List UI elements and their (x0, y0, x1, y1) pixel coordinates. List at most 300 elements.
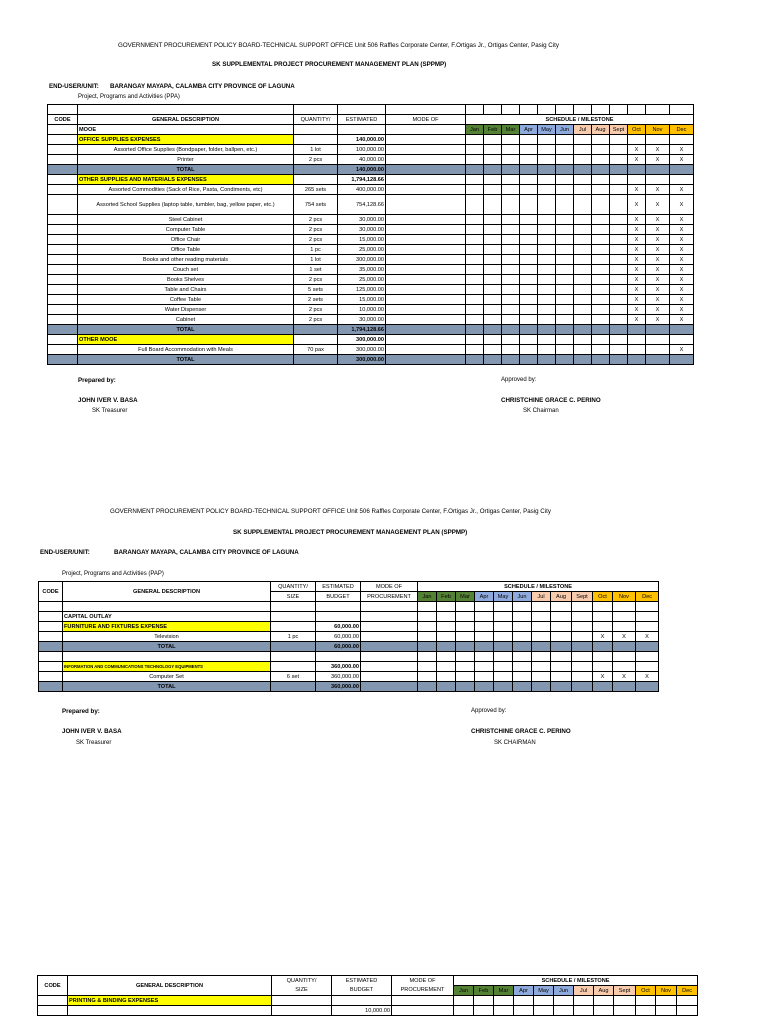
item-budget: 300,000.00 (338, 345, 386, 355)
code-cell (48, 185, 78, 195)
code-cell (48, 195, 78, 215)
table-row (48, 335, 694, 345)
schedule-mark (466, 345, 484, 355)
table-row (39, 632, 659, 642)
schedule-mark (593, 612, 613, 622)
schedule-mark (437, 622, 456, 632)
month-header-aug: Aug (594, 986, 614, 996)
schedule-mark (538, 225, 556, 235)
schedule-cell (494, 682, 513, 692)
schedule-mark (437, 632, 456, 642)
schedule-mark: X (628, 215, 646, 225)
schedule-mark (520, 295, 538, 305)
doc1-title: SK SUPPLEMENTAL PROJECT PROCUREMENT MANAGEMENT PLAN (SPPMP) (212, 61, 447, 68)
item-budget (316, 652, 361, 662)
doc2-end-user-value: BARANGAY MAYAPA, CALAMBA CITY PROVINCE OF LAGUNA (114, 549, 299, 556)
schedule-mark (538, 215, 556, 225)
schedule-cell (574, 325, 592, 335)
schedule-mark (484, 135, 502, 145)
schedule-cell (456, 682, 475, 692)
mode-cell (386, 265, 466, 275)
code-cell (39, 642, 63, 652)
month-header-oct: Oct (636, 986, 656, 996)
code-cell (39, 622, 63, 632)
schedule-mark (592, 135, 610, 145)
month-header-may: May (494, 592, 513, 602)
doc2-approver-name: CHRISTCHINE GRACE C. PERINO (471, 728, 571, 735)
item-quantity: 2 pcs (294, 225, 338, 235)
schedule-mark: X (593, 672, 613, 682)
schedule-mark (538, 195, 556, 215)
schedule-mark (592, 185, 610, 195)
mode-cell (386, 185, 466, 195)
schedule-mark (520, 285, 538, 295)
schedule-mark (466, 245, 484, 255)
doc1-preparer-title: SK Treasurer (92, 408, 128, 414)
doc2-header-row (39, 582, 659, 592)
table-row (48, 285, 694, 295)
code-cell (48, 235, 78, 245)
month-header-nov: Nov (656, 986, 677, 996)
doc3-est-header: ESTIMATED (332, 976, 392, 986)
schedule-mark (466, 195, 484, 215)
table-row (48, 325, 694, 335)
item-budget: 1,794,128.66 (338, 175, 386, 185)
schedule-mark: X (646, 285, 670, 295)
table-row (48, 305, 694, 315)
schedule-mark (613, 602, 636, 612)
schedule-cell (466, 165, 484, 175)
month-header-nov: Nov (646, 125, 670, 135)
schedule-mark: X (670, 155, 694, 165)
schedule-mark (466, 175, 484, 185)
schedule-mark (418, 622, 437, 632)
schedule-mark (466, 275, 484, 285)
mode-cell (386, 295, 466, 305)
item-description: Steel Cabinet (78, 215, 294, 225)
code-cell (48, 175, 78, 185)
schedule-mark (484, 275, 502, 285)
schedule-mark (572, 662, 593, 672)
schedule-mark (502, 315, 520, 325)
month-header-sep: Sept (572, 592, 593, 602)
schedule-cell (532, 642, 551, 652)
schedule-cell (636, 682, 659, 692)
schedule-mark: X (628, 235, 646, 245)
item-description: Office Chair (78, 235, 294, 245)
schedule-mark (592, 315, 610, 325)
schedule-mark: X (646, 215, 670, 225)
schedule-mark (437, 602, 456, 612)
item-quantity (271, 652, 316, 662)
category-label: OTHER SUPPLIES AND MATERIALS EXPENSES (78, 175, 294, 185)
schedule-cell (646, 355, 670, 365)
item-budget: 360,000.00 (316, 672, 361, 682)
schedule-mark: X (670, 245, 694, 255)
item-budget: 754,128.66 (338, 195, 386, 215)
category-label: OTHER MOOE (78, 335, 294, 345)
mode-cell (361, 612, 418, 622)
item-description: Computer Set (63, 672, 271, 682)
schedule-mark (592, 275, 610, 285)
schedule-mark (466, 305, 484, 315)
doc1-procurement-table (47, 104, 694, 365)
schedule-mark (556, 305, 574, 315)
month-header-jul: Jul (532, 592, 551, 602)
month-header-may: May (538, 125, 556, 135)
schedule-mark (538, 305, 556, 315)
schedule-mark (538, 135, 556, 145)
doc3-partial-row (38, 1006, 698, 1016)
schedule-mark (593, 662, 613, 672)
schedule-cell (513, 682, 532, 692)
schedule-mark (610, 255, 628, 265)
schedule-mark (502, 345, 520, 355)
schedule-cell (502, 325, 520, 335)
doc1-desc-header: GENERAL DESCRIPTION (78, 115, 294, 125)
schedule-mark (670, 135, 694, 145)
month-header-jan: Jan (418, 592, 437, 602)
doc2-approver-title: SK CHAIRMAN (494, 740, 536, 746)
code-cell (48, 255, 78, 265)
schedule-mark: X (636, 632, 659, 642)
doc3-procurement-table (37, 975, 698, 1016)
schedule-mark (610, 285, 628, 295)
item-description: Assorted Commodities (Sack of Rice, Pasta, Condiments, etc) (78, 185, 294, 195)
schedule-cell (513, 642, 532, 652)
mode-cell (386, 175, 466, 185)
schedule-mark (592, 155, 610, 165)
table-row (39, 612, 659, 622)
schedule-mark (538, 185, 556, 195)
schedule-mark (556, 265, 574, 275)
schedule-mark (502, 175, 520, 185)
month-header-jul: Jul (574, 986, 594, 996)
schedule-mark (520, 235, 538, 245)
item-budget: 60,000.00 (316, 632, 361, 642)
category-label: OFFICE SUPPLIES EXPENSES (78, 135, 294, 145)
schedule-mark: X (628, 225, 646, 235)
month-header-dec: Dec (677, 986, 698, 996)
total-label: TOTAL (63, 642, 271, 652)
schedule-mark (466, 215, 484, 225)
month-header-sep: Sept (610, 125, 628, 135)
doc1-prepared-by-label: Prepared by: (78, 377, 116, 384)
schedule-mark (532, 632, 551, 642)
schedule-mark (610, 245, 628, 255)
schedule-mark (556, 235, 574, 245)
item-budget: 30,000.00 (338, 225, 386, 235)
mode-cell (386, 355, 466, 365)
item-quantity: 1 set (294, 265, 338, 275)
month-header-jun: Jun (513, 592, 532, 602)
schedule-mark (494, 622, 513, 632)
schedule-mark (466, 155, 484, 165)
schedule-mark (610, 175, 628, 185)
schedule-mark (574, 255, 592, 265)
total-label: TOTAL (63, 682, 271, 692)
table-row (39, 602, 659, 612)
schedule-mark (520, 265, 538, 275)
total-amount: 140,000.00 (338, 165, 386, 175)
schedule-mark (556, 255, 574, 265)
item-quantity: 2 pcs (294, 235, 338, 245)
schedule-mark (551, 672, 572, 682)
code-cell (48, 305, 78, 315)
item-budget: 360,000.00 (316, 662, 361, 672)
table-row (48, 295, 694, 305)
code-cell (48, 135, 78, 145)
schedule-mark (484, 295, 502, 305)
item-budget: 30,000.00 (338, 215, 386, 225)
table-row (48, 135, 694, 145)
schedule-mark: X (628, 245, 646, 255)
qty-cell (294, 325, 338, 335)
mode-cell (361, 632, 418, 642)
schedule-mark (610, 185, 628, 195)
month-header-apr: Apr (514, 986, 534, 996)
schedule-mark (466, 315, 484, 325)
schedule-mark (610, 235, 628, 245)
schedule-mark (520, 185, 538, 195)
item-quantity (271, 622, 316, 632)
schedule-mark (551, 602, 572, 612)
schedule-mark (502, 245, 520, 255)
item-budget: 25,000.00 (338, 275, 386, 285)
schedule-mark (646, 345, 670, 355)
schedule-mark (484, 255, 502, 265)
table-row (48, 225, 694, 235)
schedule-mark (437, 652, 456, 662)
schedule-cell (556, 355, 574, 365)
schedule-cell (556, 325, 574, 335)
schedule-cell (484, 165, 502, 175)
schedule-mark (574, 145, 592, 155)
schedule-mark: X (670, 275, 694, 285)
schedule-mark: X (636, 672, 659, 682)
schedule-mark: X (646, 255, 670, 265)
schedule-cell (613, 682, 636, 692)
schedule-mark (592, 305, 610, 315)
schedule-mark (475, 602, 494, 612)
table-row (48, 315, 694, 325)
item-quantity (294, 135, 338, 145)
schedule-mark (556, 225, 574, 235)
table-row (48, 345, 694, 355)
doc1-qty-header: QUANTITY/ (294, 115, 338, 125)
schedule-mark (466, 335, 484, 345)
schedule-mark (456, 632, 475, 642)
table-row (39, 642, 659, 652)
doc2-approved-by-label: Approved by: (471, 708, 507, 714)
schedule-mark (556, 275, 574, 285)
item-budget: 400,000.00 (338, 185, 386, 195)
doc2-desc-header: GENERAL DESCRIPTION (63, 582, 271, 602)
schedule-mark (532, 622, 551, 632)
total-label: TOTAL (78, 355, 294, 365)
schedule-cell (418, 642, 437, 652)
schedule-mark: X (646, 315, 670, 325)
schedule-mark (513, 672, 532, 682)
schedule-mark: X (628, 145, 646, 155)
schedule-mark: X (670, 305, 694, 315)
schedule-mark (592, 245, 610, 255)
schedule-mark: X (670, 185, 694, 195)
schedule-mark (475, 662, 494, 672)
schedule-mark (466, 295, 484, 305)
doc2-preparer-name: JOHN IVER V. BASA (62, 728, 122, 735)
schedule-mark (513, 662, 532, 672)
item-budget: 60,000.00 (316, 622, 361, 632)
schedule-mark: X (628, 285, 646, 295)
schedule-mark (532, 672, 551, 682)
qty-cell (294, 165, 338, 175)
schedule-mark (628, 335, 646, 345)
schedule-cell (574, 165, 592, 175)
doc2-mode-header: MODE OF (361, 582, 418, 592)
schedule-cell (610, 325, 628, 335)
schedule-cell (475, 682, 494, 692)
schedule-cell (613, 642, 636, 652)
schedule-mark (520, 315, 538, 325)
schedule-mark (574, 245, 592, 255)
schedule-mark (646, 135, 670, 145)
schedule-mark (572, 652, 593, 662)
schedule-mark: X (646, 185, 670, 195)
schedule-cell (610, 355, 628, 365)
month-header-dec: Dec (670, 125, 694, 135)
schedule-mark: X (670, 295, 694, 305)
item-quantity: 5 sets (294, 285, 338, 295)
schedule-mark (574, 185, 592, 195)
schedule-mark (484, 175, 502, 185)
month-header-aug: Aug (592, 125, 610, 135)
item-budget: 35,000.00 (338, 265, 386, 275)
total-amount: 1,794,128.66 (338, 325, 386, 335)
schedule-mark: X (628, 185, 646, 195)
code-cell (48, 155, 78, 165)
schedule-mark: X (670, 235, 694, 245)
schedule-mark (456, 602, 475, 612)
schedule-mark: X (628, 155, 646, 165)
doc2-est-header: ESTIMATED (316, 582, 361, 592)
schedule-mark (556, 315, 574, 325)
schedule-mark (532, 662, 551, 672)
mode-cell (386, 335, 466, 345)
schedule-mark (613, 622, 636, 632)
schedule-mark (556, 295, 574, 305)
item-description: Computer Table (78, 225, 294, 235)
item-budget: 10,000.00 (338, 305, 386, 315)
schedule-mark (538, 235, 556, 245)
schedule-mark (628, 345, 646, 355)
schedule-mark: X (628, 255, 646, 265)
item-budget: 30,000.00 (338, 315, 386, 325)
schedule-mark (572, 622, 593, 632)
schedule-mark (502, 305, 520, 315)
mode-cell (386, 165, 466, 175)
schedule-mark (538, 245, 556, 255)
schedule-mark (670, 175, 694, 185)
table-row (48, 145, 694, 155)
doc3-size-header: SIZE (272, 986, 332, 996)
schedule-mark (437, 662, 456, 672)
schedule-cell (532, 682, 551, 692)
schedule-mark (520, 155, 538, 165)
schedule-mark (592, 215, 610, 225)
schedule-mark (613, 612, 636, 622)
item-quantity: 2 pcs (294, 155, 338, 165)
item-quantity (271, 602, 316, 612)
code-cell (48, 245, 78, 255)
table-row (48, 185, 694, 195)
mode-cell (386, 155, 466, 165)
schedule-mark (475, 612, 494, 622)
schedule-mark (610, 265, 628, 275)
mode-cell (386, 135, 466, 145)
table-row (48, 245, 694, 255)
schedule-mark (494, 652, 513, 662)
doc3-code-header: CODE (38, 976, 68, 996)
mode-cell (386, 195, 466, 215)
mode-cell (386, 305, 466, 315)
item-quantity: 2 pcs (294, 215, 338, 225)
schedule-cell (538, 355, 556, 365)
schedule-mark (610, 215, 628, 225)
doc3-category: PRINTING & BINDING EXPENSES (68, 996, 272, 1006)
schedule-cell (437, 682, 456, 692)
schedule-mark (520, 225, 538, 235)
schedule-cell (572, 642, 593, 652)
code-cell (48, 275, 78, 285)
doc2-qty-header: QUANTITY/ (271, 582, 316, 592)
schedule-mark (418, 652, 437, 662)
item-quantity: 754 sets (294, 195, 338, 215)
qty-cell (294, 125, 338, 135)
schedule-cell (484, 355, 502, 365)
schedule-mark (456, 612, 475, 622)
doc2-schedule-header: SCHEDULE / MILESTONE (418, 582, 659, 592)
schedule-mark (466, 145, 484, 155)
table-row (39, 662, 659, 672)
schedule-mark (532, 652, 551, 662)
schedule-mark (556, 345, 574, 355)
table-row (39, 672, 659, 682)
schedule-mark (502, 335, 520, 345)
doc1-est-header: ESTIMATED (338, 115, 386, 125)
schedule-mark (592, 195, 610, 215)
schedule-mark (466, 235, 484, 245)
schedule-mark (502, 285, 520, 295)
schedule-mark (636, 622, 659, 632)
schedule-cell (592, 165, 610, 175)
schedule-mark (574, 135, 592, 145)
item-budget: 15,000.00 (338, 235, 386, 245)
month-header-may: May (534, 986, 554, 996)
qty-cell (271, 642, 316, 652)
schedule-cell (551, 682, 572, 692)
qty-cell (271, 682, 316, 692)
code-cell (39, 672, 63, 682)
schedule-cell (502, 165, 520, 175)
mode-cell (386, 145, 466, 155)
item-description: Books Shelves (78, 275, 294, 285)
schedule-mark (556, 155, 574, 165)
schedule-mark (513, 652, 532, 662)
month-header-jan: Jan (454, 986, 474, 996)
code-cell (39, 612, 63, 622)
code-cell (48, 345, 78, 355)
